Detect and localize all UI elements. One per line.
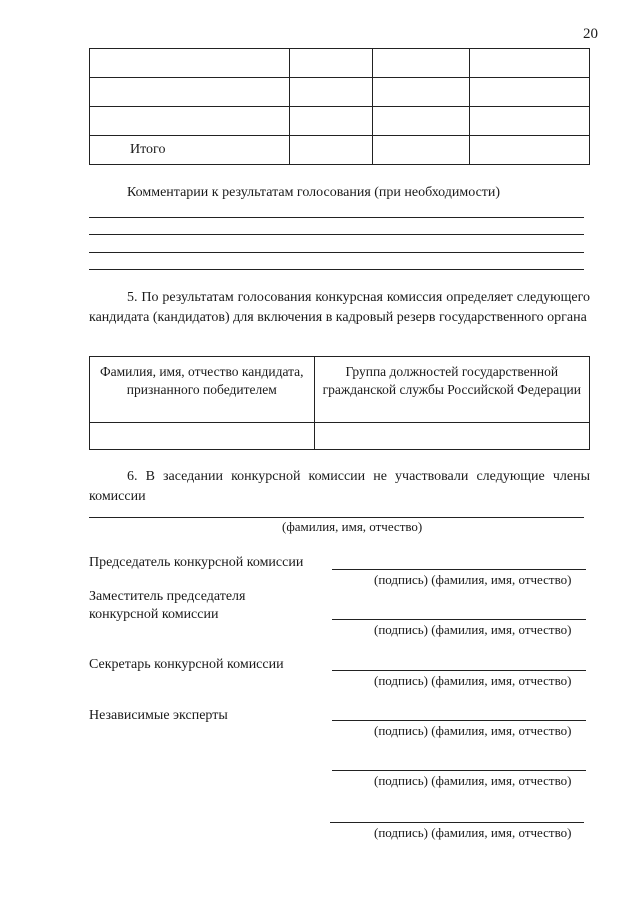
- chairman-label: Председатель конкурсной комиссии: [89, 555, 304, 570]
- signature-line: [330, 822, 584, 823]
- signature-caption: (подпись) (фамилия, имя, отчество): [374, 723, 572, 738]
- table-row: [90, 49, 590, 78]
- absent-members-line: [89, 517, 584, 518]
- signature-line: [332, 770, 586, 771]
- winner-table: [89, 356, 590, 450]
- table-row: [90, 78, 590, 107]
- comment-line: [89, 252, 584, 253]
- deputy-label-line1: Заместитель председателя: [89, 589, 246, 604]
- secretary-label: Секретарь конкурсной комиссии: [89, 657, 284, 672]
- table-row-total: [90, 136, 590, 165]
- absent-members-caption: (фамилия, имя, отчество): [282, 519, 423, 534]
- header-candidate-name: Фамилия, имя, отчество кандидата, признанного победителем: [90, 357, 315, 423]
- experts-label: Независимые эксперты: [89, 708, 228, 723]
- header-position-group: Группа должностей государственной гражданской службы Российской Федерации: [314, 357, 589, 423]
- table-header-row: [90, 357, 590, 423]
- signature-caption: (подпись) (фамилия, имя, отчество): [374, 773, 572, 788]
- section-5-text: 5. По результатам голосования конкурсная комиссия определяет следующего кандидата (кандидатов) для включения в кадровый резерв государственного органа: [89, 290, 590, 325]
- comment-line: [89, 234, 584, 235]
- signature-line: [332, 619, 586, 620]
- table-row: [90, 107, 590, 136]
- signature-caption: (подпись) (фамилия, имя, отчество): [374, 825, 572, 840]
- section-6-text: 6. В заседании конкурсной комиссии не участвовали следующие члены комиссии: [89, 469, 590, 504]
- page-number: 20: [583, 26, 598, 42]
- signature-line: [332, 720, 586, 721]
- signature-line: [332, 569, 586, 570]
- comment-line: [89, 217, 584, 218]
- total-label: Итого: [90, 136, 290, 165]
- signature-caption: (подпись) (фамилия, имя, отчество): [374, 622, 572, 637]
- comment-line: [89, 269, 584, 270]
- signature-caption: (подпись) (фамилия, имя, отчество): [374, 673, 572, 688]
- voting-results-table: [89, 48, 590, 165]
- signature-line: [332, 670, 586, 671]
- signature-caption: (подпись) (фамилия, имя, отчество): [374, 572, 572, 587]
- table-row: [90, 423, 590, 450]
- comments-heading: Комментарии к результатам голосования (при необходимости): [127, 185, 501, 200]
- deputy-label-line2: конкурсной комиссии: [89, 607, 219, 622]
